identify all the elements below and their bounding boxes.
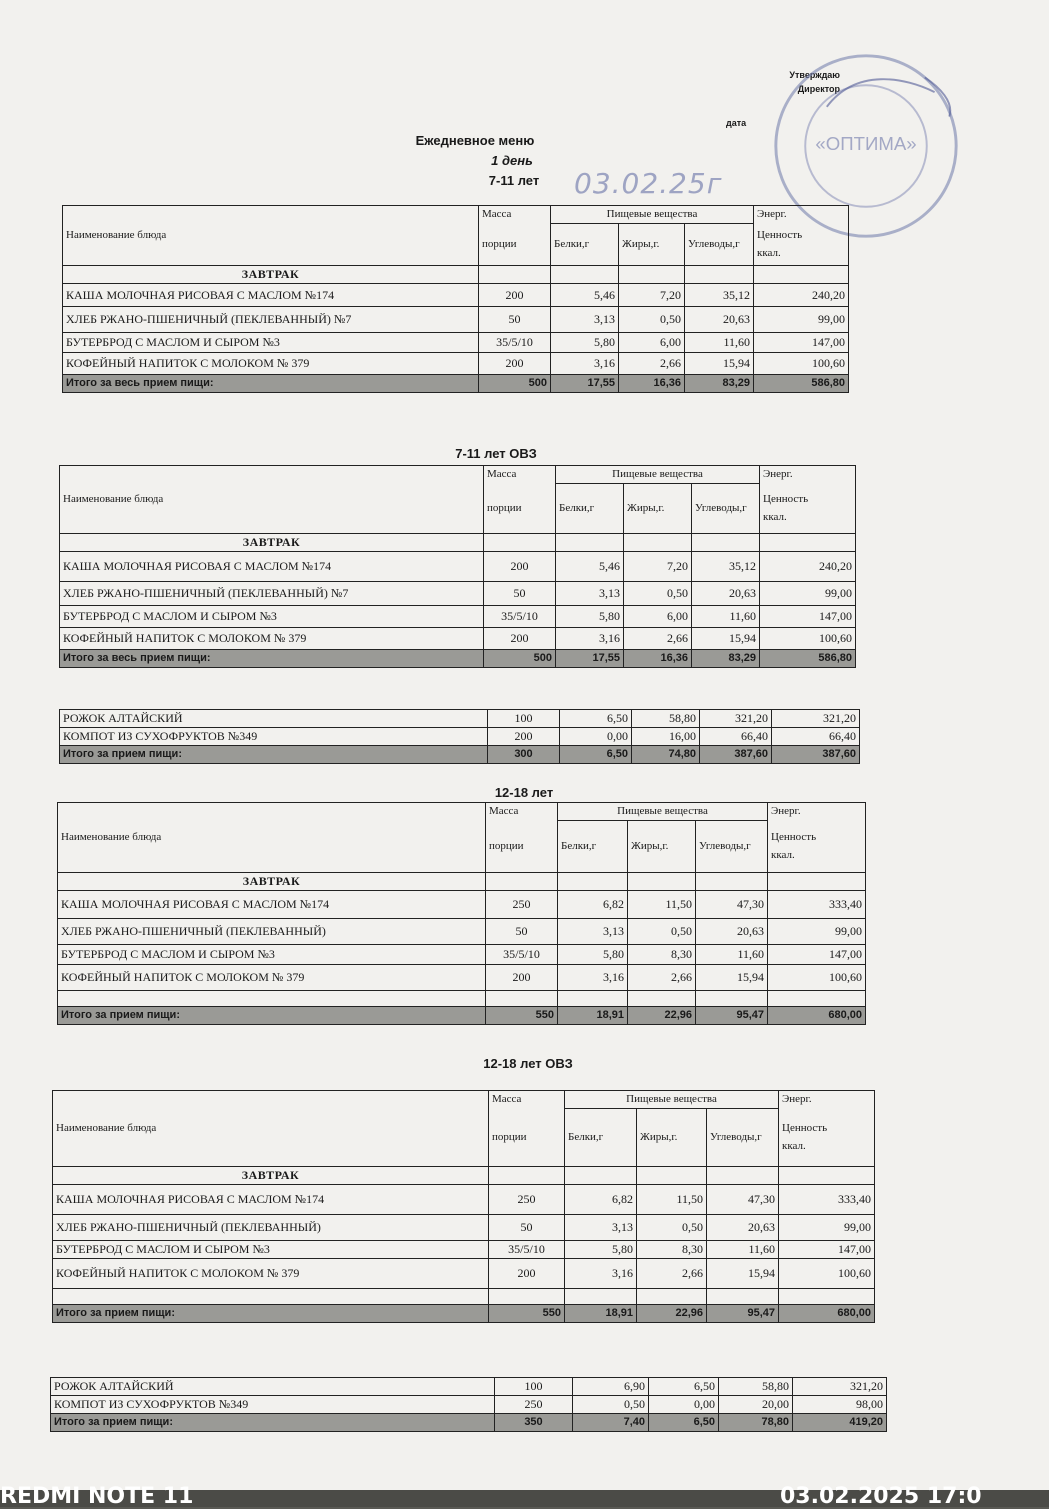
dish-mass: 50 — [489, 1215, 565, 1241]
dish-fat: 11,50 — [637, 1185, 707, 1215]
total-label: Итого за прием пищи: — [58, 1007, 486, 1025]
column-header-fat: Жиры,г. — [624, 484, 692, 534]
column-header-mass: Масса — [479, 206, 551, 224]
dish-mass: 200 — [484, 552, 556, 582]
total-label: Итого за весь прием пищи: — [60, 650, 484, 668]
total-fat: 74,80 — [632, 746, 700, 764]
dish-protein: 6,50 — [560, 710, 632, 728]
table-row — [51, 1396, 887, 1414]
dish-fat: 58,80 — [632, 710, 700, 728]
total-row — [63, 375, 849, 393]
dish-energy: 99,00 — [768, 919, 866, 945]
column-header-mass-unit: порции — [489, 1109, 565, 1167]
dish-energy: 100,60 — [754, 353, 849, 375]
column-header-mass: Масса — [486, 803, 558, 821]
extra-table — [59, 709, 860, 764]
empty-cell — [565, 1289, 637, 1305]
total-row — [51, 1414, 887, 1432]
dish-name: ХЛЕБ РЖАНО-ПШЕНИЧНЫЙ (ПЕКЛЕВАННЫЙ) — [53, 1215, 489, 1241]
dish-mass: 250 — [489, 1185, 565, 1215]
total-carb: 78,80 — [719, 1414, 793, 1432]
dish-energy: 100,60 — [779, 1259, 875, 1289]
column-header-fat: Жиры,г. — [628, 821, 696, 873]
empty-cell — [628, 873, 696, 891]
dish-carb: 20,00 — [719, 1396, 793, 1414]
table-row — [60, 710, 860, 728]
total-carb: 95,47 — [707, 1305, 779, 1323]
column-header-name: Наименование блюда — [60, 466, 484, 534]
dish-energy: 321,20 — [793, 1378, 887, 1396]
dish-carb: 35,12 — [685, 284, 754, 307]
empty-cell — [619, 266, 685, 284]
empty-cell — [696, 991, 768, 1007]
dish-name: КАША МОЛОЧНАЯ РИСОВАЯ С МАСЛОМ №174 — [58, 891, 486, 919]
table-row — [53, 1241, 875, 1259]
dish-mass: 100 — [495, 1378, 573, 1396]
total-fat: 22,96 — [637, 1305, 707, 1323]
dish-name: БУТЕРБРОД С МАСЛОМ И СЫРОМ №3 — [60, 606, 484, 628]
dish-mass: 200 — [479, 353, 551, 375]
table-row — [63, 333, 849, 353]
dish-name: КОФЕЙНЫЙ НАПИТОК С МОЛОКОМ № 379 — [53, 1259, 489, 1289]
dish-name: РОЖОК АЛТАЙСКИЙ — [51, 1378, 495, 1396]
menu-table — [57, 802, 866, 1025]
column-header-carb: Углеводы,г — [707, 1109, 779, 1167]
total-mass: 350 — [495, 1414, 573, 1432]
total-label: Итого за весь прием пищи: — [63, 375, 479, 393]
energy-value-label: Ценность — [782, 1122, 828, 1135]
handwritten-date: 03.02.25г — [574, 167, 723, 200]
dish-mass: 200 — [489, 1259, 565, 1289]
dish-energy: 321,20 — [772, 710, 860, 728]
dish-mass: 200 — [486, 965, 558, 991]
empty-cell — [58, 991, 486, 1007]
meal-label: ЗАВТРАК — [63, 266, 479, 284]
empty-cell — [624, 534, 692, 552]
energy-unit-label: ккал. — [757, 247, 781, 260]
total-energy: 680,00 — [779, 1305, 875, 1323]
menu-table — [52, 1090, 875, 1323]
dish-fat: 8,30 — [628, 945, 696, 965]
empty-cell — [489, 1289, 565, 1305]
empty-cell — [692, 534, 760, 552]
table-row — [60, 728, 860, 746]
column-header-mass: Масса — [489, 1091, 565, 1109]
empty-cell — [565, 1167, 637, 1185]
total-protein: 17,55 — [556, 650, 624, 668]
empty-cell — [696, 873, 768, 891]
column-header-carb: Углеводы,г — [692, 484, 760, 534]
energy-unit-label: ккал. — [763, 511, 787, 524]
dish-carb: 11,60 — [692, 606, 760, 628]
empty-cell — [760, 534, 856, 552]
dish-protein: 3,13 — [565, 1215, 637, 1241]
total-row — [53, 1305, 875, 1323]
dish-fat: 2,66 — [628, 965, 696, 991]
column-header-mass: Масса — [484, 466, 556, 484]
dish-carb: 15,94 — [696, 965, 768, 991]
meal-label: ЗАВТРАК — [58, 873, 486, 891]
total-fat: 22,96 — [628, 1007, 696, 1025]
total-energy: 419,20 — [793, 1414, 887, 1432]
empty-cell — [707, 1167, 779, 1185]
column-header-energy-value — [779, 1109, 875, 1167]
table-row — [53, 1185, 875, 1215]
dish-protein: 5,80 — [551, 333, 619, 353]
table-row — [60, 552, 856, 582]
dish-fat: 0,50 — [637, 1215, 707, 1241]
total-mass: 500 — [479, 375, 551, 393]
extra-table — [50, 1377, 887, 1432]
dish-protein: 3,13 — [556, 582, 624, 606]
column-header-energy: Энерг. — [768, 803, 866, 821]
dish-carb: 321,20 — [700, 710, 772, 728]
table-row — [60, 628, 856, 650]
column-header-name: Наименование блюда — [58, 803, 486, 873]
menu-table — [62, 205, 849, 393]
total-row — [58, 1007, 866, 1025]
dish-energy: 147,00 — [768, 945, 866, 965]
dish-name: КАША МОЛОЧНАЯ РИСОВАЯ С МАСЛОМ №174 — [60, 552, 484, 582]
empty-cell — [779, 1289, 875, 1305]
table-row — [53, 1215, 875, 1241]
total-fat: 6,50 — [649, 1414, 719, 1432]
dish-fat: 8,30 — [637, 1241, 707, 1259]
dish-carb: 20,63 — [685, 307, 754, 333]
total-row — [60, 746, 860, 764]
dish-energy: 147,00 — [779, 1241, 875, 1259]
dish-energy: 99,00 — [779, 1215, 875, 1241]
column-header-nutrients: Пищевые вещества — [551, 206, 754, 224]
dish-fat: 0,50 — [619, 307, 685, 333]
dish-carb: 47,30 — [696, 891, 768, 919]
dish-fat: 11,50 — [628, 891, 696, 919]
dish-carb: 35,12 — [692, 552, 760, 582]
total-protein: 18,91 — [558, 1007, 628, 1025]
column-header-energy: Энерг. — [779, 1091, 875, 1109]
total-carb: 83,29 — [685, 375, 754, 393]
energy-value-label: Ценность — [757, 229, 803, 242]
dish-name: ХЛЕБ РЖАНО-ПШЕНИЧНЫЙ (ПЕКЛЕВАННЫЙ) — [58, 919, 486, 945]
column-header-energy: Энерг. — [760, 466, 856, 484]
dish-mass: 200 — [484, 628, 556, 650]
table-row — [63, 284, 849, 307]
empty-cell — [707, 1289, 779, 1305]
stamp-text: «ОПТИМА» — [815, 132, 917, 154]
total-row — [60, 650, 856, 668]
empty-cell — [551, 266, 619, 284]
dish-mass: 35/5/10 — [484, 606, 556, 628]
dish-protein: 6,90 — [573, 1378, 649, 1396]
dish-protein: 5,80 — [558, 945, 628, 965]
column-header-carb: Углеводы,г — [696, 821, 768, 873]
section-title: 12-18 лет ОВЗ — [483, 1056, 573, 1071]
column-header-carb: Углеводы,г — [685, 224, 754, 266]
column-header-energy-value — [760, 484, 856, 534]
dish-fat: 6,00 — [624, 606, 692, 628]
dish-name: КОМПОТ ИЗ СУХОФРУКТОВ №349 — [51, 1396, 495, 1414]
dish-name: БУТЕРБРОД С МАСЛОМ И СЫРОМ №3 — [63, 333, 479, 353]
dish-energy: 333,40 — [768, 891, 866, 919]
dish-carb: 11,60 — [685, 333, 754, 353]
dish-protein: 5,80 — [556, 606, 624, 628]
dish-energy: 240,20 — [760, 552, 856, 582]
dish-energy: 98,00 — [793, 1396, 887, 1414]
total-energy: 586,80 — [760, 650, 856, 668]
total-fat: 16,36 — [619, 375, 685, 393]
dish-protein: 3,16 — [558, 965, 628, 991]
total-carb: 387,60 — [700, 746, 772, 764]
empty-cell — [486, 991, 558, 1007]
section-title: 12-18 лет — [494, 785, 554, 800]
total-carb: 83,29 — [692, 650, 760, 668]
menu-table — [59, 465, 856, 668]
dish-name: КОФЕЙНЫЙ НАПИТОК С МОЛОКОМ № 379 — [60, 628, 484, 650]
dish-fat: 7,20 — [619, 284, 685, 307]
dish-name: КАША МОЛОЧНАЯ РИСОВАЯ С МАСЛОМ №174 — [53, 1185, 489, 1215]
dish-mass: 250 — [495, 1396, 573, 1414]
column-header-energy: Энерг. — [754, 206, 849, 224]
table-row — [63, 353, 849, 375]
total-energy: 680,00 — [768, 1007, 866, 1025]
dish-name: КОМПОТ ИЗ СУХОФРУКТОВ №349 — [60, 728, 488, 746]
column-header-nutrients: Пищевые вещества — [558, 803, 768, 821]
total-fat: 16,36 — [624, 650, 692, 668]
dish-name: КОФЕЙНЫЙ НАПИТОК С МОЛОКОМ № 379 — [63, 353, 479, 375]
empty-cell — [779, 1167, 875, 1185]
total-protein: 18,91 — [565, 1305, 637, 1323]
dish-fat: 2,66 — [637, 1259, 707, 1289]
dish-carb: 15,94 — [692, 628, 760, 650]
dish-mass: 200 — [479, 284, 551, 307]
column-header-nutrients: Пищевые вещества — [565, 1091, 779, 1109]
dish-protein: 3,13 — [558, 919, 628, 945]
dish-protein: 5,80 — [565, 1241, 637, 1259]
camera-device: REDMI NOTE 11 — [0, 1484, 194, 1509]
dish-energy: 99,00 — [754, 307, 849, 333]
dish-energy: 100,60 — [768, 965, 866, 991]
total-energy: 387,60 — [772, 746, 860, 764]
dish-fat: 0,00 — [649, 1396, 719, 1414]
dish-mass: 35/5/10 — [479, 333, 551, 353]
dish-carb: 11,60 — [707, 1241, 779, 1259]
column-header-protein: Белки,г — [565, 1109, 637, 1167]
energy-unit-label: ккал. — [782, 1140, 806, 1153]
table-row — [60, 606, 856, 628]
signature-stroke — [827, 77, 950, 116]
empty-cell — [486, 873, 558, 891]
total-mass: 300 — [488, 746, 560, 764]
empty-cell — [489, 1167, 565, 1185]
dish-fat: 2,66 — [624, 628, 692, 650]
table-row — [60, 582, 856, 606]
section-title: 7-11 лет — [488, 173, 540, 188]
empty-cell — [479, 266, 551, 284]
total-label: Итого за прием пищи: — [53, 1305, 489, 1323]
total-mass: 550 — [486, 1007, 558, 1025]
column-header-energy-value — [768, 821, 866, 873]
dish-protein: 5,46 — [556, 552, 624, 582]
dish-protein: 6,82 — [558, 891, 628, 919]
total-protein: 7,40 — [573, 1414, 649, 1432]
dish-mass: 100 — [488, 710, 560, 728]
empty-cell — [556, 534, 624, 552]
dish-mass: 35/5/10 — [486, 945, 558, 965]
energy-unit-label: ккал. — [771, 849, 795, 862]
table-row — [58, 919, 866, 945]
total-label: Итого за прием пищи: — [51, 1414, 495, 1432]
total-protein: 6,50 — [560, 746, 632, 764]
dish-name: БУТЕРБРОД С МАСЛОМ И СЫРОМ №3 — [58, 945, 486, 965]
table-row — [58, 965, 866, 991]
column-header-protein: Белки,г — [551, 224, 619, 266]
total-protein: 17,55 — [551, 375, 619, 393]
dish-name: ХЛЕБ РЖАНО-ПШЕНИЧНЫЙ (ПЕКЛЕВАННЫЙ) №7 — [63, 307, 479, 333]
meal-label: ЗАВТРАК — [60, 534, 484, 552]
dish-protein: 3,16 — [551, 353, 619, 375]
empty-cell — [558, 991, 628, 1007]
total-mass: 550 — [489, 1305, 565, 1323]
dish-energy: 100,60 — [760, 628, 856, 650]
dish-carb: 47,30 — [707, 1185, 779, 1215]
menu-title: Ежедневное меню — [415, 133, 535, 148]
dish-energy: 147,00 — [754, 333, 849, 353]
empty-cell — [53, 1289, 489, 1305]
table-row — [51, 1378, 887, 1396]
dish-mass: 50 — [486, 919, 558, 945]
empty-cell — [637, 1289, 707, 1305]
dish-protein: 6,82 — [565, 1185, 637, 1215]
dish-protein: 3,13 — [551, 307, 619, 333]
dish-carb: 15,94 — [707, 1259, 779, 1289]
total-label: Итого за прием пищи: — [60, 746, 488, 764]
dish-fat: 7,20 — [624, 552, 692, 582]
dish-protein: 3,16 — [565, 1259, 637, 1289]
dish-energy: 66,40 — [772, 728, 860, 746]
empty-cell — [768, 873, 866, 891]
column-header-nutrients: Пищевые вещества — [556, 466, 760, 484]
column-header-protein: Белки,г — [556, 484, 624, 534]
menu-day: 1 день — [491, 153, 533, 168]
dish-mass: 50 — [484, 582, 556, 606]
empty-cell — [754, 266, 849, 284]
dish-mass: 35/5/10 — [489, 1241, 565, 1259]
camera-timestamp: 03.02.2025 17:0 — [780, 1484, 982, 1509]
empty-cell — [768, 991, 866, 1007]
total-carb: 95,47 — [696, 1007, 768, 1025]
dish-energy: 99,00 — [760, 582, 856, 606]
dish-protein: 3,16 — [556, 628, 624, 650]
dish-carb: 20,63 — [692, 582, 760, 606]
table-row — [58, 891, 866, 919]
column-header-fat: Жиры,г. — [637, 1109, 707, 1167]
dish-name: БУТЕРБРОД С МАСЛОМ И СЫРОМ №3 — [53, 1241, 489, 1259]
empty-cell — [685, 266, 754, 284]
table-row — [63, 307, 849, 333]
dish-protein: 5,46 — [551, 284, 619, 307]
empty-cell — [484, 534, 556, 552]
empty-cell — [558, 873, 628, 891]
dish-fat: 16,00 — [632, 728, 700, 746]
dish-name: КОФЕЙНЫЙ НАПИТОК С МОЛОКОМ № 379 — [58, 965, 486, 991]
section-title: 7-11 лет ОВЗ — [455, 446, 537, 461]
dish-mass: 250 — [486, 891, 558, 919]
dish-name: ХЛЕБ РЖАНО-ПШЕНИЧНЫЙ (ПЕКЛЕВАННЫЙ) №7 — [60, 582, 484, 606]
table-row — [58, 945, 866, 965]
dish-carb: 11,60 — [696, 945, 768, 965]
column-header-name: Наименование блюда — [53, 1091, 489, 1167]
dish-energy: 240,20 — [754, 284, 849, 307]
meal-label: ЗАВТРАК — [53, 1167, 489, 1185]
column-header-mass-unit: порции — [486, 821, 558, 873]
dish-fat: 6,50 — [649, 1378, 719, 1396]
dish-carb: 66,40 — [700, 728, 772, 746]
approval-line1: Утверждаю — [789, 70, 840, 80]
dish-energy: 147,00 — [760, 606, 856, 628]
dish-name: РОЖОК АЛТАЙСКИЙ — [60, 710, 488, 728]
dish-name: КАША МОЛОЧНАЯ РИСОВАЯ С МАСЛОМ №174 — [63, 284, 479, 307]
column-header-energy-value — [754, 224, 849, 266]
dish-fat: 0,50 — [624, 582, 692, 606]
column-header-mass-unit: порции — [484, 484, 556, 534]
empty-cell — [637, 1167, 707, 1185]
empty-cell — [628, 991, 696, 1007]
camera-watermark — [0, 1484, 1049, 1509]
dish-protein: 0,00 — [560, 728, 632, 746]
total-mass: 500 — [484, 650, 556, 668]
dish-mass: 50 — [479, 307, 551, 333]
column-header-mass-unit: порции — [479, 224, 551, 266]
energy-value-label: Ценность — [763, 493, 809, 506]
energy-value-label: Ценность — [771, 831, 817, 844]
approval-line2: Директор — [797, 84, 840, 94]
dish-carb: 15,94 — [685, 353, 754, 375]
dish-protein: 0,50 — [573, 1396, 649, 1414]
dish-fat: 6,00 — [619, 333, 685, 353]
dish-energy: 333,40 — [779, 1185, 875, 1215]
dish-carb: 20,63 — [696, 919, 768, 945]
dish-fat: 0,50 — [628, 919, 696, 945]
dish-fat: 2,66 — [619, 353, 685, 375]
dish-carb: 20,63 — [707, 1215, 779, 1241]
date-label: дата — [726, 118, 747, 128]
dish-carb: 58,80 — [719, 1378, 793, 1396]
column-header-protein: Белки,г — [558, 821, 628, 873]
column-header-name: Наименование блюда — [63, 206, 479, 266]
column-header-fat: Жиры,г. — [619, 224, 685, 266]
dish-mass: 200 — [488, 728, 560, 746]
total-energy: 586,80 — [754, 375, 849, 393]
table-row — [53, 1259, 875, 1289]
